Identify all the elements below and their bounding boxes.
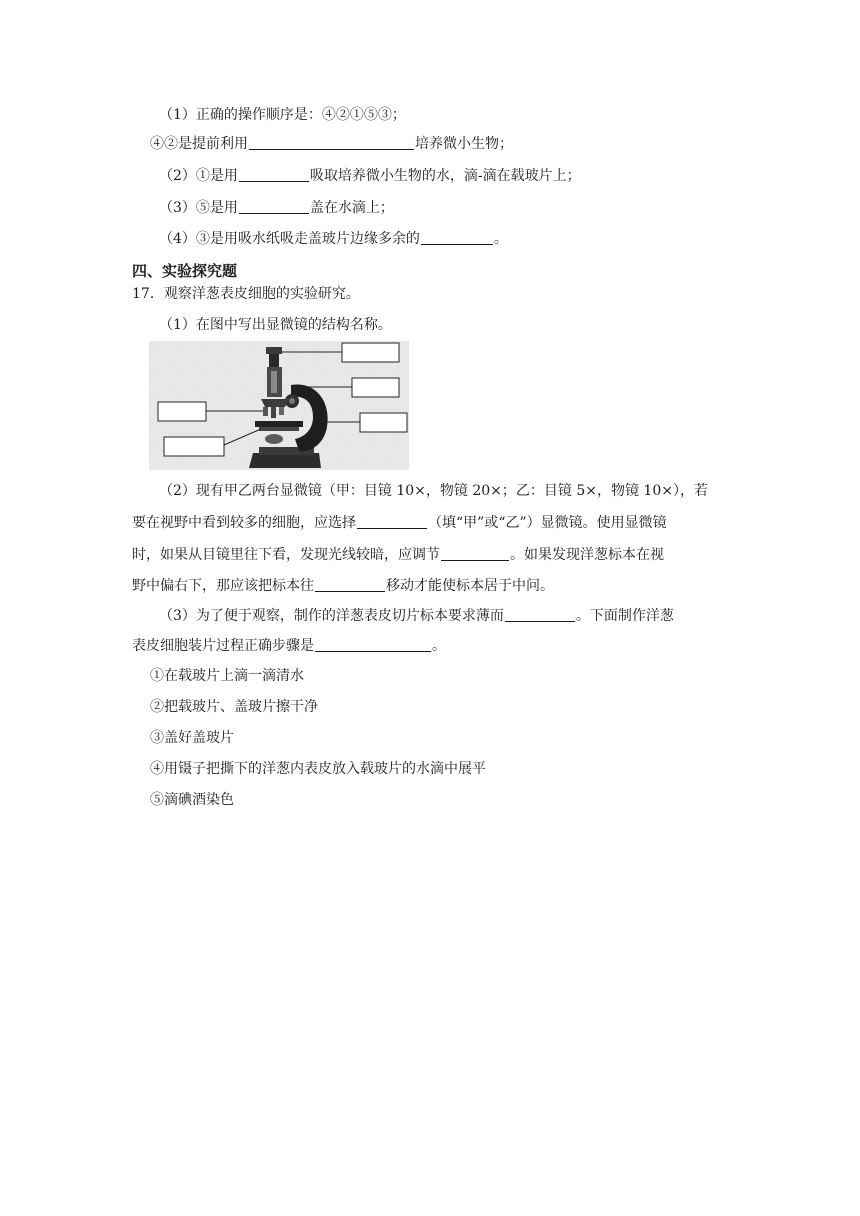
step-item: ②把载玻片、盖玻片擦干净: [150, 699, 318, 715]
q16-3-prefix: （3）⑤是用: [159, 200, 238, 216]
q17-part3-line1: [159, 606, 674, 626]
q17-part2-line2: [132, 513, 667, 533]
answer-blank[interactable]: [357, 514, 427, 529]
answer-blank[interactable]: [421, 230, 493, 245]
q17-3-text: 。下面制作洋葱: [575, 608, 674, 624]
q17-2-text: 野中偏右下，那应该把标本往: [132, 578, 314, 594]
q16-part1b: [150, 134, 513, 154]
q16-part1: [159, 105, 406, 125]
q17-part2-line1: [159, 481, 708, 501]
q16-2-prefix: （2）①是用: [159, 168, 238, 184]
answer-blank[interactable]: [315, 637, 431, 652]
q16-4-prefix: （4）③是用吸水纸吸走盖玻片边缘多余的: [159, 231, 420, 247]
q17-2-text: 要在视野中看到较多的细胞，应选择: [132, 515, 356, 531]
q16-order-text: （1）正确的操作顺序是：④②①⑤③；: [159, 107, 406, 123]
label-box[interactable]: [352, 378, 399, 397]
q16-4-suffix: 。: [493, 231, 508, 247]
step-item: ④用镊子把撕下的洋葱内表皮放入载玻片的水滴中展平: [150, 761, 486, 777]
q17-2-text: （填“甲”或“乙”）显微镜。使用显微镜: [428, 515, 667, 531]
q17-part2-line3: [132, 545, 664, 565]
microscope-figure: [149, 341, 409, 470]
q17-2-text: 。如果发现洋葱标本在视: [510, 547, 664, 563]
answer-blank[interactable]: [315, 577, 385, 592]
q17-2-text: 时，如果从目镜里往下看，发现光线较暗，应调节: [132, 547, 440, 563]
q16-3-suffix: 盖在水滴上；: [309, 200, 394, 216]
q17-3-text: （3）为了便于观察，制作的洋葱表皮切片标本要求薄而: [159, 608, 504, 624]
q17-3-text: 表皮细胞装片过程正确步骤是: [132, 638, 314, 654]
label-box[interactable]: [342, 343, 399, 362]
step-item: ①在载玻片上滴一滴清水: [150, 668, 304, 684]
q17-part2-line4: [132, 576, 554, 596]
q16-1b-suffix: 培养微小生物；: [415, 136, 513, 152]
q17-2-text: 移动才能使标本居于中问。: [386, 578, 554, 594]
q17-stem: 17．观察洋葱表皮细胞的实验研究。: [132, 286, 360, 302]
q17-2-text: （2）现有甲乙两台显微镜（甲：目镜 10×，物镜 20×；乙：目镜 5×，物镜 10×），若: [159, 483, 708, 499]
q16-2-suffix: 吸取培养微小生物的水，滴-滴在载玻片上；: [309, 168, 581, 184]
q16-part4: [159, 229, 508, 249]
q17-3-text: 。: [432, 638, 446, 654]
q16-1b-prefix: ④②是提前利用: [150, 136, 248, 152]
q16-part3: [159, 198, 394, 218]
answer-blank[interactable]: [239, 167, 309, 182]
label-box[interactable]: [158, 402, 206, 421]
answer-blank[interactable]: [249, 135, 414, 150]
q17-part3-line2: [132, 636, 446, 656]
q17-part1: （1）在图中写出显微镜的结构名称。: [159, 317, 392, 333]
label-box[interactable]: [164, 437, 224, 456]
q16-part2: [159, 166, 581, 186]
answer-blank[interactable]: [505, 607, 575, 622]
answer-blank[interactable]: [239, 199, 309, 214]
step-item: ③盖好盖玻片: [150, 730, 234, 746]
section-heading: 四、实验探究题: [132, 262, 238, 280]
label-box[interactable]: [360, 413, 407, 432]
step-item: ⑤滴碘酒染色: [150, 792, 234, 808]
answer-blank[interactable]: [441, 546, 509, 561]
